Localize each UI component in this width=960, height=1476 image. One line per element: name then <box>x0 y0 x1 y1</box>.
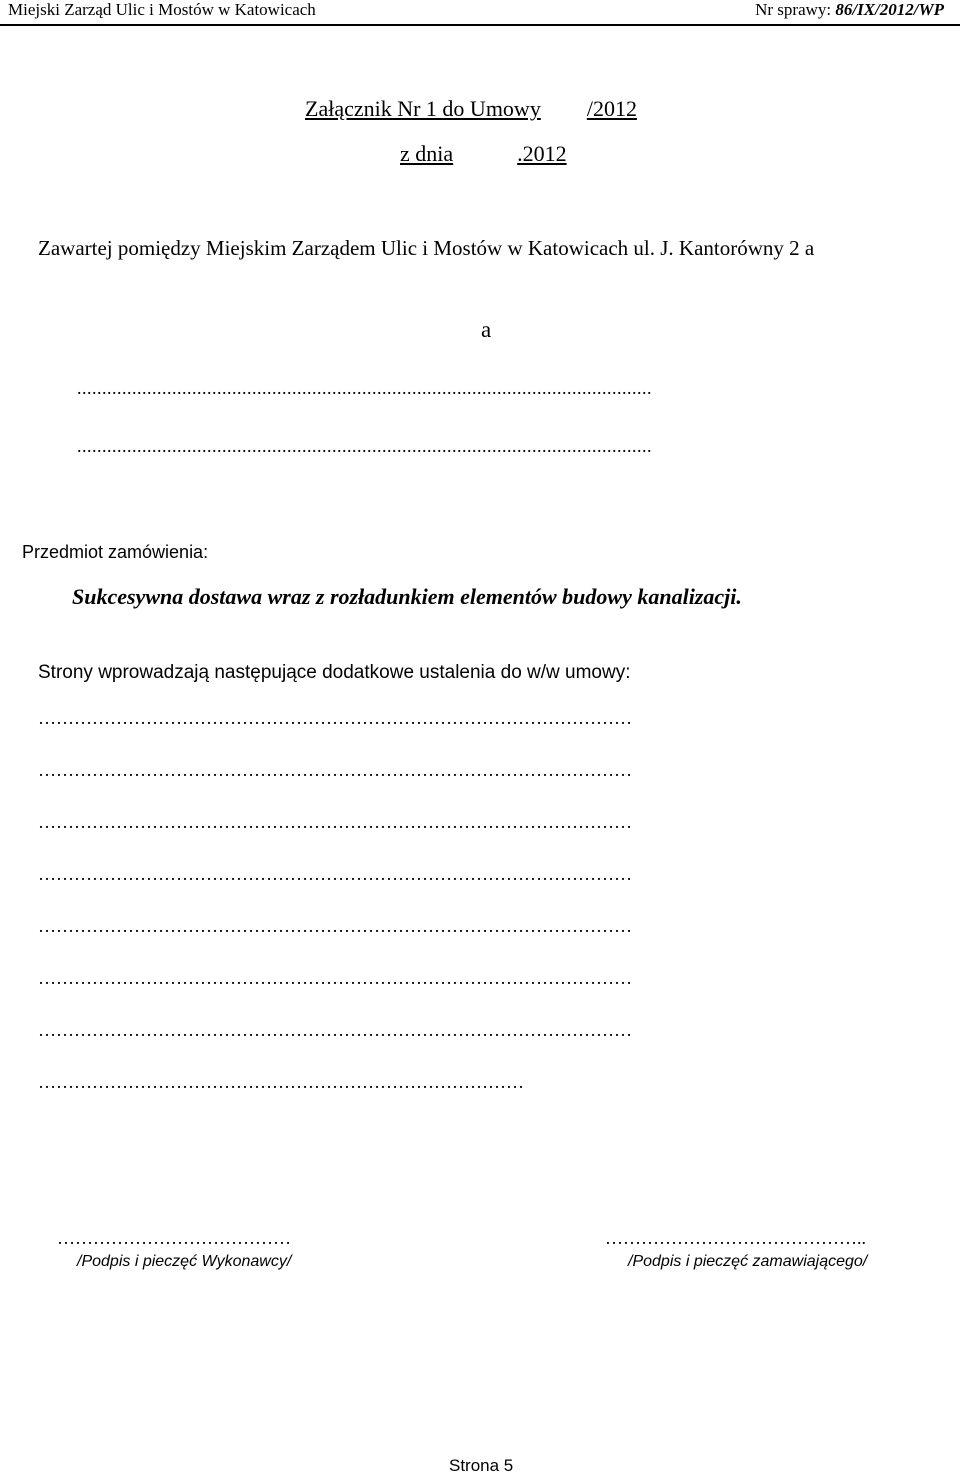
fill-line: ……………………………………………………………………………………… <box>38 968 632 988</box>
header-divider <box>0 24 960 26</box>
fill-line: ……………………………………………………………………………………… <box>38 708 632 728</box>
case-number-value: 86/IX/2012/WP <box>835 0 944 19</box>
client-signature-label: /Podpis i pieczęć zamawiającego/ <box>628 1253 868 1270</box>
fill-line: ……………………………………………………………………………………… <box>38 1020 632 1040</box>
client-signature-line: …………………………………….. <box>605 1228 866 1248</box>
annex-date-label: z dnia <box>400 141 454 166</box>
additional-terms-intro: Strony wprowadzają następujące dodatkowe ustalenia do w/w umowy: <box>38 662 631 683</box>
subject-title: Sukcesywna dostawa wraz z rozładunkiem elementów budowy kanalizacji. <box>72 584 742 609</box>
conjunction: a <box>481 317 492 342</box>
subject-label: Przedmiot zamówienia: <box>22 542 209 562</box>
annex-date-year: .2012 <box>517 141 567 166</box>
header-case-number <box>755 0 944 20</box>
contractor-signature-label: /Podpis i pieczęć Wykonawcy/ <box>77 1253 292 1270</box>
annex-date <box>400 141 567 167</box>
fill-line: ……………………………………………………………………………………… <box>38 864 632 884</box>
contract-parties-text: Zawartej pomiędzy Miejskim Zarządem Ulic i Mostów w Katowicach ul. J. Kantorówny 2 a <box>38 236 815 260</box>
contractor-line-2: ................................................................................................................... <box>77 436 652 456</box>
contractor-line-1: ................................................................................................................... <box>77 378 652 398</box>
fill-line: ……………………………………………………………………… <box>38 1072 524 1092</box>
contractor-signature-line: ………………………………… <box>57 1228 291 1248</box>
annex-title-text: Załącznik Nr 1 do Umowy <box>305 96 541 121</box>
annex-year: /2012 <box>586 96 637 121</box>
header-organization: Miejski Zarząd Ulic i Mostów w Katowicach <box>8 0 316 19</box>
fill-line: ……………………………………………………………………………………… <box>38 812 632 832</box>
fill-line: ……………………………………………………………………………………… <box>38 760 632 780</box>
page-number: Strona 5 <box>449 1456 514 1475</box>
case-number-label: Nr sprawy: <box>755 0 836 19</box>
annex-title <box>305 96 637 122</box>
fill-line: ……………………………………………………………………………………… <box>38 916 632 936</box>
